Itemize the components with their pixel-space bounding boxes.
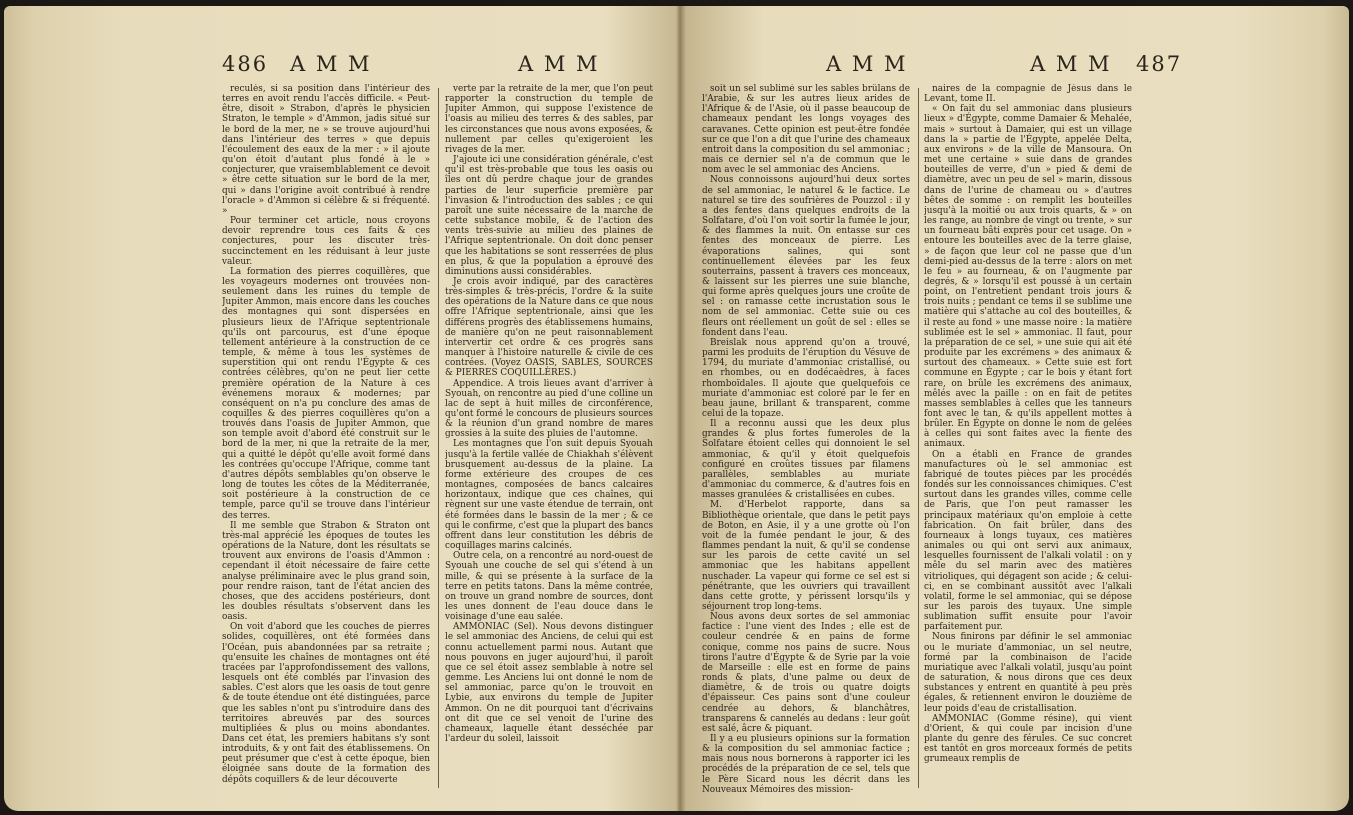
paragraph: AMMONIAC (Gomme résine), qui vient d'Orient, & qui coule par incision d'une plante du genre des férules. Ce suc concret est tantôt en gros morceaux formés de petits grumeaux remplis de: [924, 713, 1132, 765]
paragraph: Les montagnes que l'on suit depuis Syouah jusqu'à la fertile vallée de Chiakhah s'élèvent brusquement au-dessus de la plaine. La forme extérieure des croupes de ces montagnes, composées de bancs calcaires horizontaux, indique que ces chaînes, qui règnent sur une vaste étendue de terrain, ont été formées dans le bassin de la mer ; & ce qui le confirme, c'est que la plupart des bancs offrent dans leur constitution les débris de coquillages marins calcinés.: [445, 439, 653, 552]
column-rule: [438, 88, 439, 788]
right-column-1: [702, 84, 910, 806]
paragraph: Pour terminer cet article, nous croyons devoir reprendre tous ces faits & ces conjectures, pour les discuter très-succinctement en les réduisant à leur juste valeur.: [222, 216, 430, 267]
right-column-2: [924, 84, 1132, 806]
left-page: [4, 6, 676, 811]
paragraph: Outre cela, on a rencontré au nord-ouest de Syouah une couche de sel qui s'étend à un mille, & qui se présente à la surface de la terre en petits tatons. Dans la même contrée, on trouve un grand nombre de sources, dont les unes donnent de l'eau douce dans le voisinage d'une eau salée.: [445, 551, 653, 623]
paragraph: Il y a eu plusieurs opinions sur la formation & la composition du sel ammoniac factice ; mais nous nous bornerons à rapporter ici les procédés de la préparation de ce sel, tels que le Père Sicard nous les décrit dans les Nouveaux Mémoires des mission-: [702, 734, 910, 795]
paragraph: reculés, si sa position dans l'intérieur des terres en avoit rendu l'accès difficile. « Peut-être, disoit » Strabon, d'après le physicien Straton, le temple » d'Ammon, jadis situé sur le bord de la mer, ne » se trouve aujourd'hui dans l'intérieur des terres » que depuis l'écoulement des eaux de la mer : » il ajoute qu'on étoit d'autant plus fondé à le » conjecturer, que vraisemblablement ce devoit » être cette situation sur le bord de la mer, qui » dans l'origine avoit contribué à rendre l'oracle » d'Ammon si célèbre & si fréquenté. »: [222, 84, 430, 216]
paragraph: « On fait du sel ammoniac dans plusieurs lieux » d'Égypte, comme Damaier & Mehalée, mais » surtout à Damaier, qui est un village dans la » partie de l'Égypte, appelée Delta, aux environs » de la ville de Mansoura. On met une certaine » suie dans de grandes bouteilles de verre, d'un » pied & demi de diamètre, avec un peu de sel » marin, dissous dans de l'urine de chameau ou » d'autres bêtes de somme : on remplit les bouteilles jusqu'à la moitié ou aux trois quarts, & » on les range, au nombre de vingt ou trente, » sur un fourneau bâti exprès pour cet usage. On » entoure les bouteilles avec de la terre glaise, » de façon que leur col ne passe que d'un demi-pied au-dessus de la terre : alors on met le feu » au fourneau, & on l'augmente par degrés, & » lorsqu'il est poussé à un certain point, on l'entretient pendant trois jours & trois nuits ; pendant ce tems il se sublime une matière qui s'attache au col des bouteilles, & il reste au fond » une masse noire : la matière sublimée est le sel » ammoniac. Il faut, pour la préparation de ce sel, » une suie qui ait été produite par les excrémens » des animaux & surtout des chameaux. » Cette suie est fort commune en Égypte ; car le bois y étant fort rare, on brûle les excrémens des animaux, mêlés avec la paille : on en fait de petites masses semblables à celles que les tanneurs font avec le tan, & qu'ils appellent mottes à brûler. En Égypte on donne le nom de gelées à celles qui sont faites avec la fiente des animaux.: [924, 104, 1132, 450]
open-book: [4, 6, 1349, 811]
paragraph: On voit d'abord que les couches de pierres solides, coquillères, ont été formées dans l'Océan, puis abandonnées par sa retraite ; qu'ensuite les chaînes de montagnes ont été tracées par l'approfondissement des vallons, lesquels ont été comblés par l'invasion des sables. C'est alors que les oasis de tout genre & de toute étendue ont été distinguées, parce que les sables n'ont pu s'introduire dans des territoires abreuvés par des sources multipliées & plus ou moins abondantes. Dans cet état, les premiers habitans s'y sont introduits, & y ont fait des établissemens. On peut présumer que c'est à cette époque, bien éloignée sans doute de la formation des dépôts coquillers & de leur découverte: [222, 622, 430, 785]
paragraph: J'ajoute ici une considération générale, c'est qu'il est très-probable que tous les oasis ou îles ont dû perdre chaque jour de grandes parties de leur superficie première par l'invasion & l'introduction des sables ; ce qui paroît une suite nécessaire de la marche de cette substance mobile, & de l'action des vents très-suivie au milieu des plaines de l'Afrique septentrionale. On doit donc penser que les habitations se sont resserrées de plus en plus, & que la population a éprouvé des diminutions aussi considérables.: [445, 155, 653, 277]
paragraph: Il a reconnu aussi que les deux plus grandes & plus fortes fumeroles de la Solfatare étoient celles qui donnoient le sel ammoniac, & qu'il y étoit quelquefois configuré en croûtes tissues par filamens parallèles, semblables au muriate d'ammoniac du commerce, & d'autres fois en masses granulées & cristallisées en cubes.: [702, 419, 910, 501]
paragraph: soit un sel sublimé sur les sables brûlans de l'Arabie, & sur les autres lieux arides de l'Afrique & de l'Asie, où il passe beaucoup de chameaux pendant les longs voyages des caravanes. Cette opinion est peut-être fondée sur ce que l'on a dit que l'urine des chameaux entroit dans la composition du sel ammoniac ; mais ce dernier sel n'a de commun que le nom avec le sel ammoniac des Anciens.: [702, 84, 910, 176]
paragraph: Nous avons deux sortes de sel ammoniac factice : l'une vient des Indes ; elle est de couleur cendrée & en pains de forme conique, comme nos pains de sucre. Nous tirons l'autre d'Égypte & de Syrie par la voie de Marseille : elle est en forme de pains ronds & plats, d'une palme ou deux de diamètre, & de trois ou quatre doigts d'épaisseur. Ces pains sont d'une couleur cendrée au dehors, & blanchâtres, transparens & cannelés au dedans : leur goût est salé, âcre & piquant.: [702, 612, 910, 734]
paragraph: La formation des pierres coquillères, que les voyageurs modernes ont trouvées non-seulement dans les ruines du temple de Jupiter Ammon, mais encore dans les couches des montagnes qui sont dispersées en plusieurs lieux de l'Afrique septentrionale qu'ils ont parcourus, est d'une époque tellement antérieure à la construction de ce temple, & même à tous les systèmes de superstition qui ont rendu l'Égypte & ces contrées célèbres, qu'on ne peut lier cette première opération de la Nature à ces événemens moraux & modernes; par conséquent on n'a pu conclure des amas de coquilles & des pierres coquillères qu'on a trouvés dans l'oasis de Jupiter Ammon, que son temple avoit d'abord été construit sur le bord de la mer, ni que la retraite de la mer, qui a quitté le dépôt qu'elle avoit formé dans les contrées qu'occupe l'Afrique, comme tant d'autres dépôts semblables qu'on observe le long de toutes les côtes de la Méditerranée, soit postérieure à la construction de ce temple, parce qu'il se trouve dans l'intérieur des terres.: [222, 266, 430, 521]
right-running-head-1: A M M: [826, 52, 908, 76]
paragraph: Breislak nous apprend qu'on a trouvé, parmi les produits de l'éruption du Vésuve de 1794, du muriate d'ammoniac cristallisé, ou en rhombes, ou en dodécaèdres, à faces rhomboïdales. Il ajoute que quelquefois ce muriate d'ammoniac est coloré par le fer en beau jaune, brillant & transparent, comme celui de la topaze.: [702, 337, 910, 419]
paragraph: AMMONIAC (Sel). Nous devons distinguer le sel ammoniac des Anciens, de celui qui est connu actuellement parmi nous. Autant que nous pouvons en juger aujourd'hui, il paroît que ce sel étoit assez semblable à notre sel gemme. Les Anciens lui ont donné le nom de sel ammoniac, parce qu'on le trouvoit en Lybie, aux environs du temple de Jupiter Ammon. On ne dit pourquoi tant d'écrivains ont dit que ce sel venoit de l'urine des chameaux, laquelle étant desséchée par l'ardeur du soleil, laissoit: [445, 622, 653, 744]
right-page-number: 487: [1136, 52, 1183, 76]
paragraph: Il me semble que Strabon & Straton ont très-mal apprécié les époques de toutes les opérations de la Nature, dont les résultats se trouvent aux environs de l'oasis d'Ammon : cependant il étoit nécessaire de faire cette analyse préliminaire avec le plus grand soin, pour rendre raison, tant de l'état ancien des choses, que des accidens postérieurs, dont les doubles résultats s'observent dans les oasis.: [222, 520, 430, 623]
left-page-header: [222, 52, 652, 84]
paragraph: naires de la compagnie de Jésus dans le Levant, tome II.: [924, 84, 1132, 105]
right-page-header: [706, 52, 1183, 84]
paragraph: verte par la retraite de la mer, que l'on peut rapporter la construction du temple de Jupiter Ammon, qui suppose l'existence de l'oasis au milieu des terres & des sables, par les circonstances que nous avons exposées, & nullement par celles qu'exigeroient les rivages de la mer.: [445, 84, 653, 155]
paragraph: M. d'Herbelot rapporte, dans sa Bibliothèque orientale, que dans le petit pays de Boton, en Asie, il y a une grotte où l'on voit de la fumée pendant le jour, & des flammes pendant la nuit, & qu'il se condense sur les parois de cette cavité un sel ammoniac que les habitans appellent nuschader. La vapeur qui forme ce sel est si pénétrante, que les ouvriers qui travaillent dans cette grotte, y périssent lorsqu'ils y séjournent trop long-tems.: [702, 500, 910, 612]
right-page: [684, 6, 1349, 811]
right-running-head-2: A M M: [1030, 52, 1112, 76]
left-column-1: [222, 84, 430, 806]
paragraph: Nous finirons par définir le sel ammoniac ou le muriate d'ammoniac, un sel neutre, formé par la combinaison de l'acide muriatique avec l'alkali volatil, jusqu'au point de saturation, & nous dirons que ces deux substances y entrent en quantité à peu près égales, & retiennent environ le douzième de leur poids d'eau de cristallisation.: [924, 632, 1132, 714]
left-running-head-1: A M M: [290, 52, 372, 76]
paragraph: Je crois avoir indiqué, par des caractères très-simples & très-précis, l'ordre & la suite des opérations de la Nature dans ce que nous offre l'Afrique septentrionale, ainsi que les différens progrès des établissemens humains, de manière qu'on ne peut raisonnablement intervertir cet ordre & ces progrès sans manquer à l'histoire naturelle & civile de ces contrées. (Voyez OASIS, SABLES, SOURCES & PIERRES COQUILLÈRES.): [445, 276, 653, 379]
left-column-2: [445, 84, 653, 806]
left-running-head-2: A M M: [518, 52, 600, 76]
paragraph: Appendice. A trois lieues avant d'arriver à Syouah, on rencontre au pied d'une colline un lac de sept à huit milles de circonférence, qu'ont formé le concours de plusieurs sources & la réunion d'un grand nombre de mares grossies à la suite des pluies de l'automne.: [445, 378, 653, 440]
paragraph: On a établi en France de grandes manufactures où le sel ammoniac est fabriqué de toutes pièces par les procédés fondés sur les connoissances chimiques. C'est surtout dans les grandes villes, comme celle de Paris, que l'on peut ramasser les principaux matériaux qu'on emploie à cette fabrication. On fait brûler, dans des fourneaux à longs tuyaux, ces matières animales ou qui ont servi aux animaux, lesquelles fournissent de l'alkali volatil : on y mêle du sel marin avec des matières vitrioliques, qui dégagent son acide ; & celui-ci, en se combinant aussitôt avec l'alkali volatil, forme le sel ammoniac, qui se dépose sur les parois des tuyaux. Une simple sublimation suffit ensuite pour l'avoir parfaitement pur.: [924, 449, 1132, 633]
paragraph: Nous connoissons aujourd'hui deux sortes de sel ammoniac, le naturel & le factice. Le naturel se tire des soufrières de Pouzzol : il y a des fentes dans quelques endroits de la Solfatare, d'où l'on voit sortir la fumée le jour, & des flammes la nuit. On entasse sur ces fentes des monceaux de pierre. Les évaporations salines, qui sont continuellement élevées par les feux souterrains, passent à travers ces monceaux, & laissent sur les pierres une suie blanche, qui forme après quelques jours une croûte de sel : on ramasse cette incrustation sous le nom de sel ammoniac. Cette suie ou ces fleurs ont réellement un goût de sel : elles se fondent dans l'eau.: [702, 175, 910, 338]
left-page-number: 486: [222, 52, 269, 76]
column-rule: [918, 88, 919, 788]
